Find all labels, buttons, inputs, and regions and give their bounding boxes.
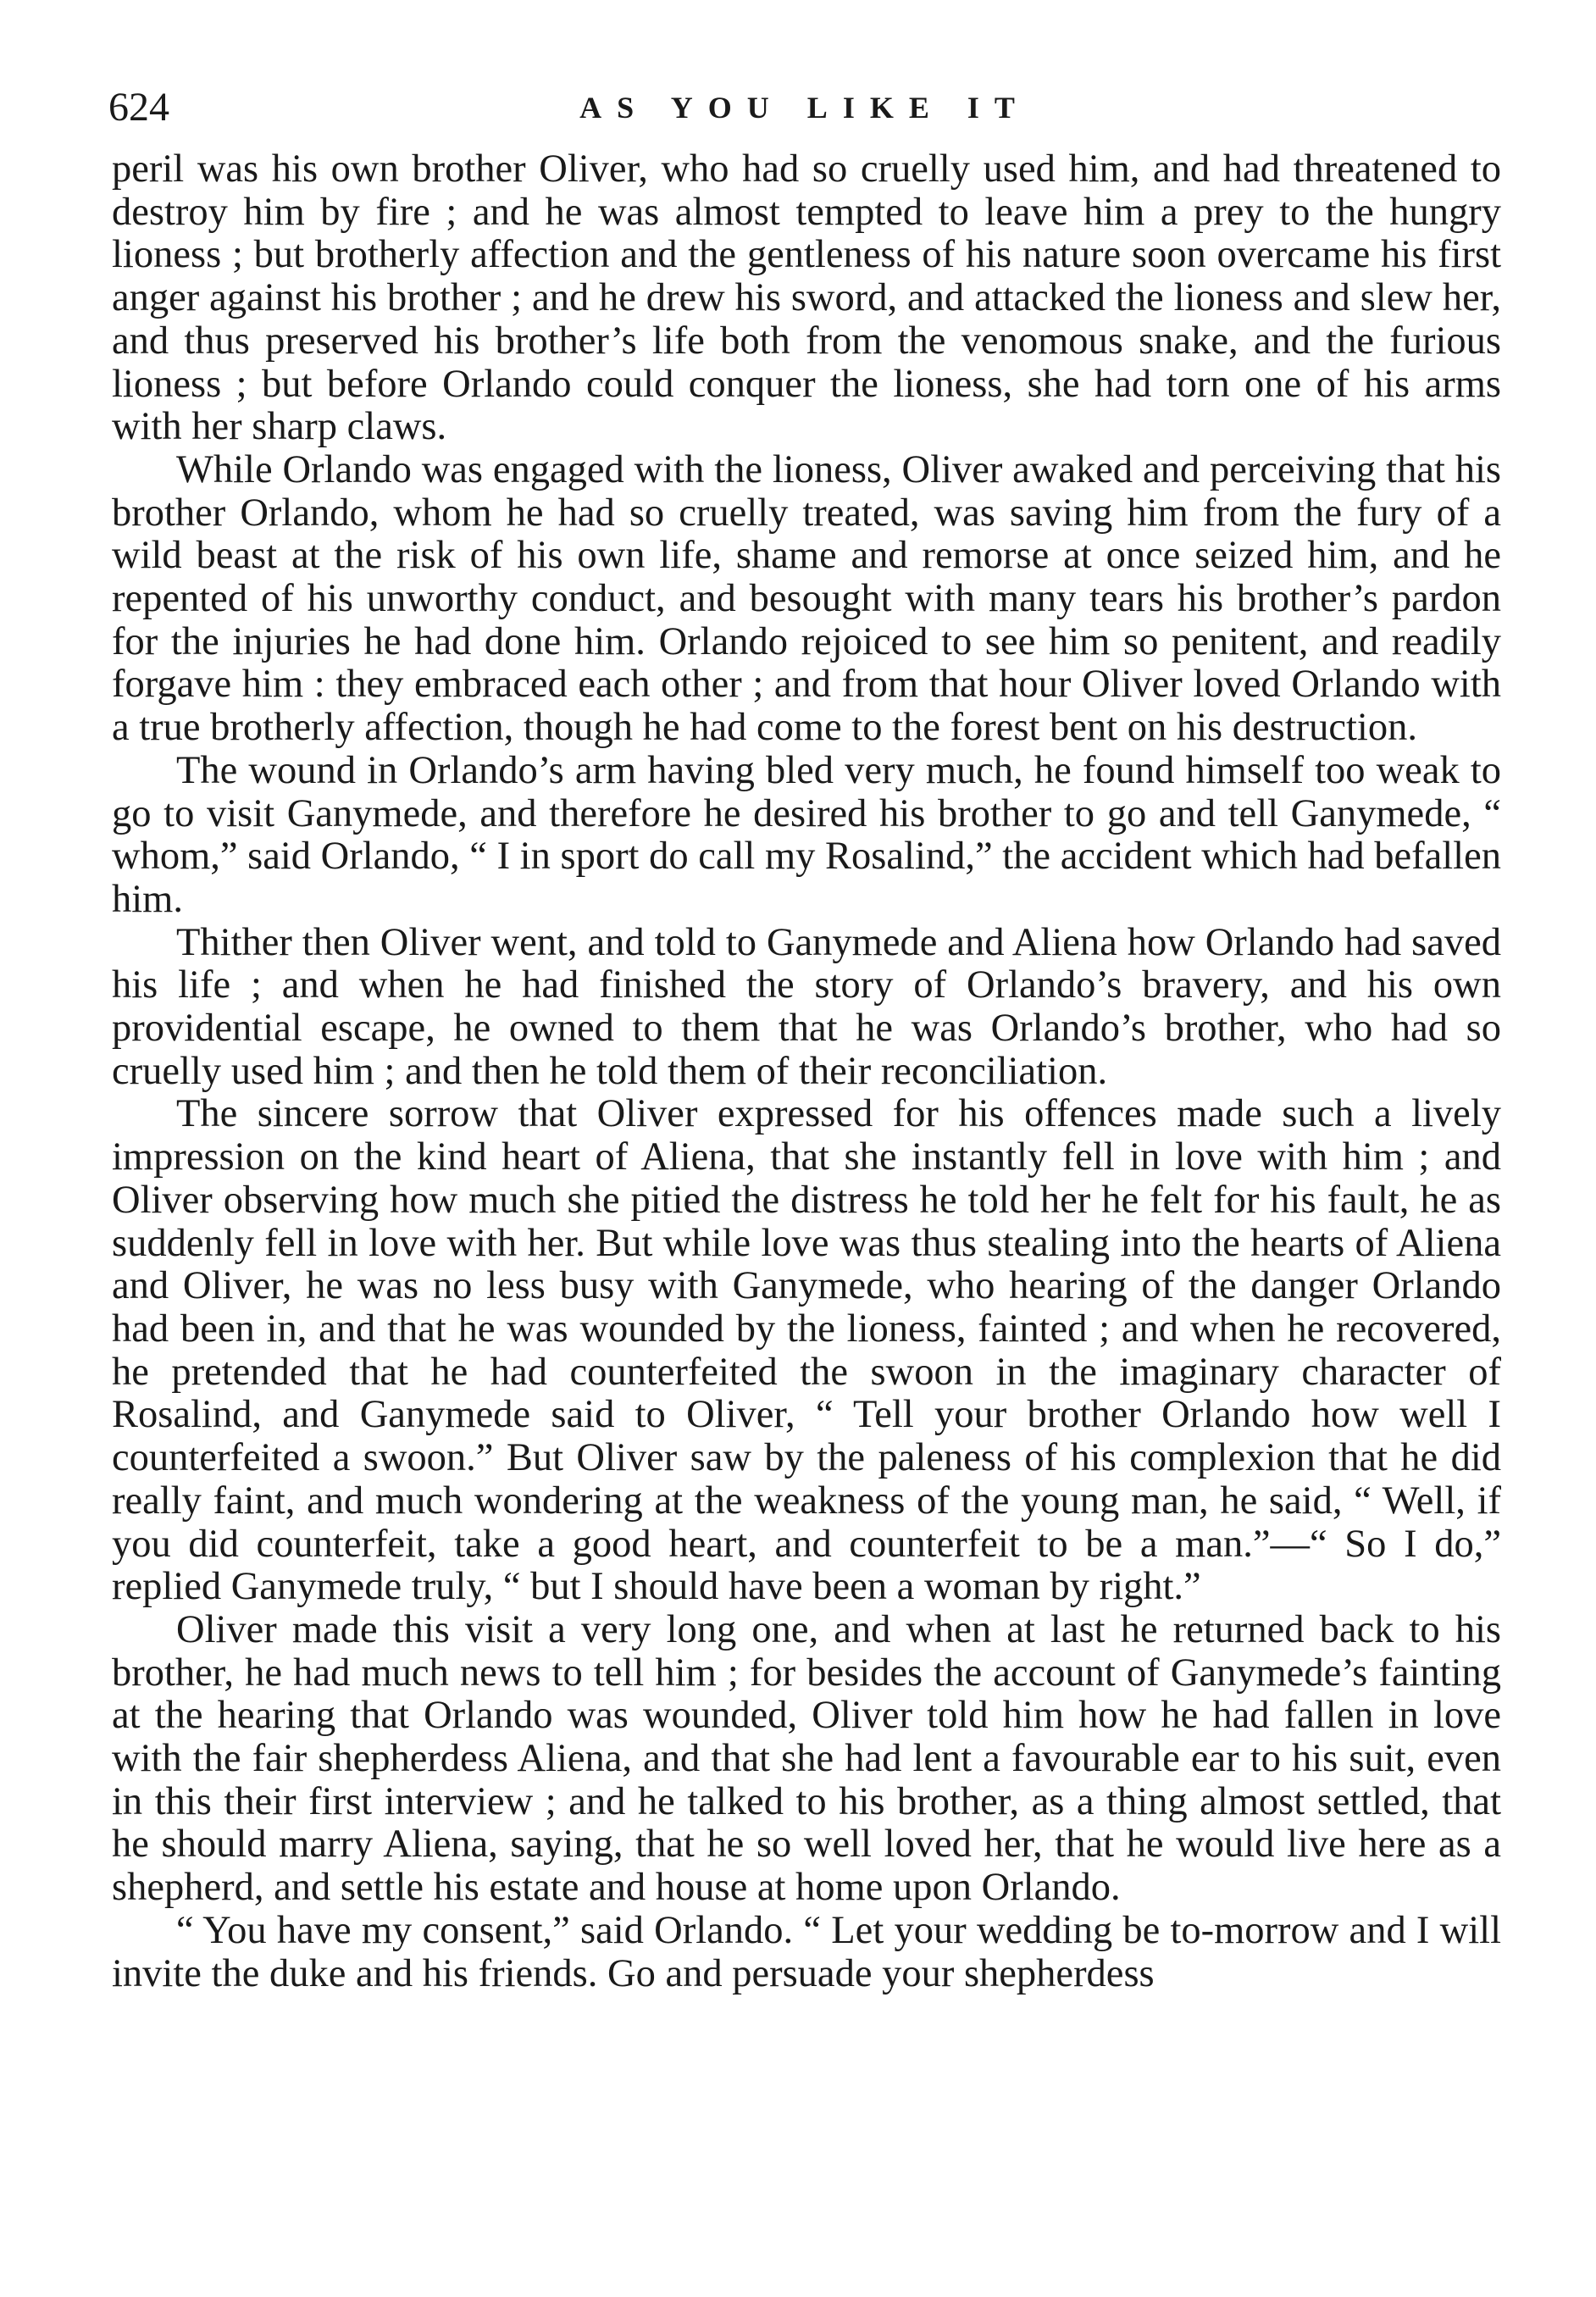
body-text <box>112 148 1501 1995</box>
paragraph-continued: peril was his own brother Oliver, who had so cruelly used him, and had threatened to destroy him by fire ; and he was almost tempted to leave him a prey to the hungry lioness ; but brotherly affection and the gentleness of his nature soon overcame his first anger against his brother ; and he drew his sword, and attacked the lioness and slew her, and thus preserved his brother’s life both from the venomous snake, and the furious lioness ; but before Orlando could conquer the lioness, she had torn one of his arms with her sharp claws. <box>112 147 1501 449</box>
paragraph: While Orlando was engaged with the lioness, Oliver awaked and perceiving that his brother Orlando, whom he had so cruelly treated, was saving him from the fury of a wild beast at the risk of his own life, shame and remorse at once seized him, and he repented of his unworthy conduct, and besought with many tears his brother’s pardon for the injuries he had done him. Orlando rejoiced to see him so penitent, and readily forgave him : they embraced each other ; and from that hour Oliver loved Orlando with a true brotherly affection, though he had come to the forest bent on his destruction. <box>112 447 1501 750</box>
running-title: AS YOU LIKE IT <box>579 91 1030 125</box>
paragraph: Thither then Oliver went, and told to Ganymede and Aliena how Orlando had saved his life ; and when he had finished the story of Orlando’s bravery, and his own providential escape, he owned to them that he was Orlando’s brother, who had so cruelly used him ; and then he told them of their reconciliation. <box>112 920 1501 1093</box>
paragraph: Oliver made this visit a very long one, and when at last he returned back to his brother, he had much news to tell him ; for besides the account of Ganymede’s fainting at the hearing that Orlando was wounded, Oliver told him how he had fallen in love with the fair shepherdess Aliena, and that she had lent a favourable ear to his suit, even in this their first interview ; and he talked to his brother, as a thing almost settled, that he should marry Aliena, saying, that he so well loved her, that he would live here as a shepherd, and settle his estate and house at home upon Orlando. <box>112 1607 1501 1910</box>
paragraph-final: “ You have my consent,” said Orlando. “ Let your wedding be to-morrow and I will invite the duke and his friends. Go and persuade your shepherdess <box>112 1908 1501 1995</box>
page-number: 624 <box>108 85 169 130</box>
paragraph: The sincere sorrow that Oliver expressed for his offences made such a lively impression on the kind heart of Aliena, that she instantly fell in love with him ; and Oliver observing how much she pitied the distress he told her he felt for his fault, he as suddenly fell in love with her. But while love was thus stealing into the hearts of Aliena and Oliver, he was no less busy with Ganymede, who hearing of the danger Orlando had been in, and that he was wounded by the lioness, fainted ; and when he recovered, he pretended that he had counterfeited the swoon in the imaginary character of Rosalind, and Ganymede said to Oliver, “ Tell your brother Orlando how well I counterfeited a swoon.” But Oliver saw by the paleness of his complexion that he did really faint, and much wondering at the weakness of the young man, he said, “ Well, if you did counterfeit, take a good heart, and counterfeit to be a man.”—“ So I do,” replied Ganymede truly, “ but I should have been a woman by right.” <box>112 1092 1501 1609</box>
paragraph: The wound in Orlando’s arm having bled very much, he found himself too weak to go to visit Ganymede, and therefore he desired his brother to go and tell Ganymede, “ whom,” said Orlando, “ I in sport do call my Rosalind,” the accident which had befallen him. <box>112 748 1501 921</box>
page-header <box>108 78 1501 137</box>
